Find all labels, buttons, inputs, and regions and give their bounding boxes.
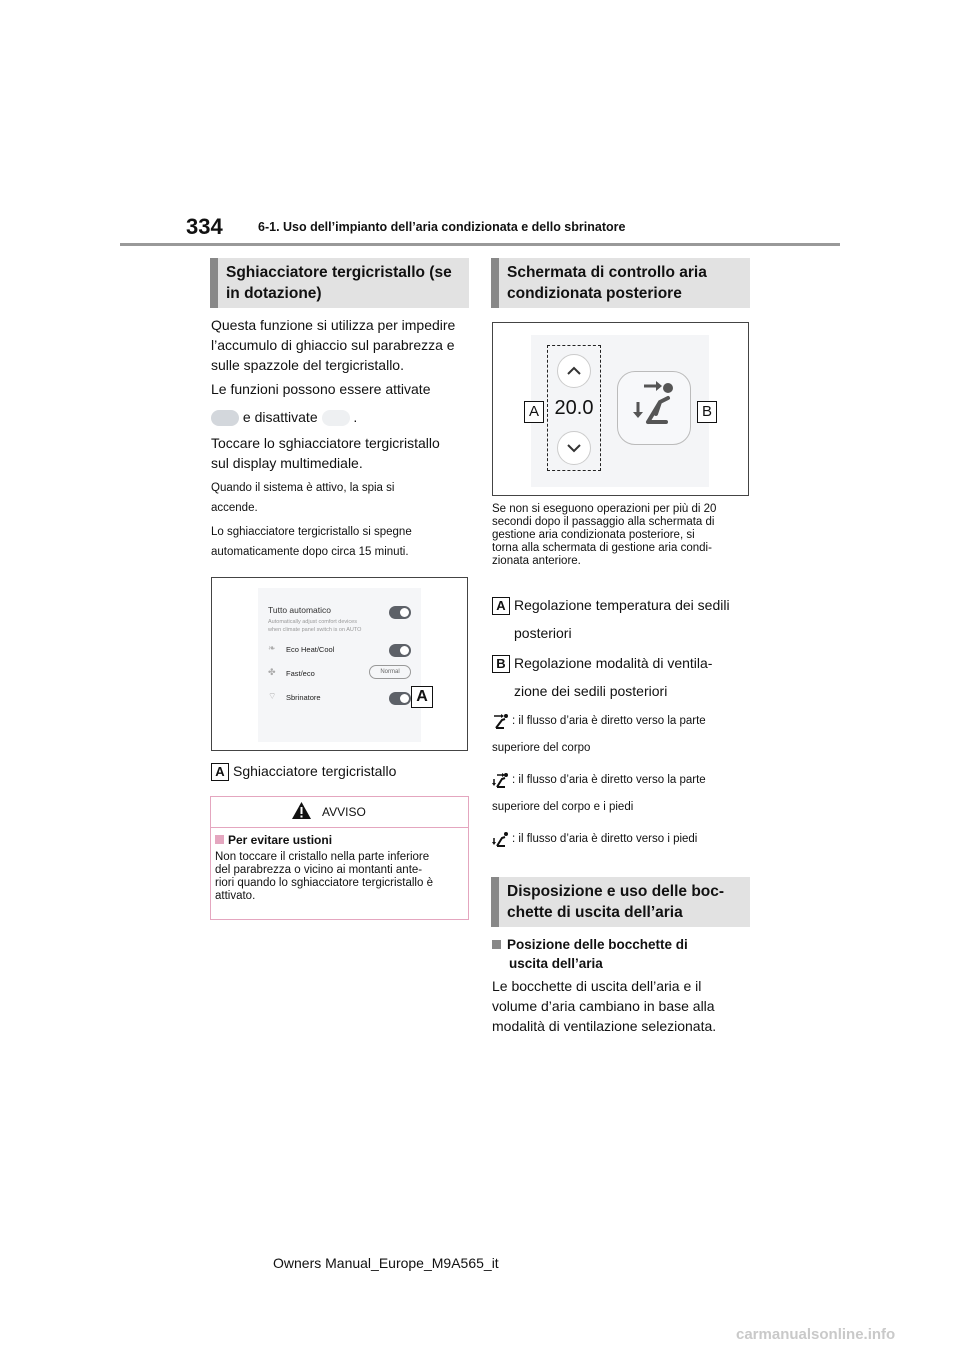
text-line: Posizione delle bocchette di [507, 937, 688, 952]
text-line: when climate panel switch is on AUTO [268, 627, 362, 633]
text-fragment: . [353, 409, 358, 425]
airflow-upper-body-icon [492, 712, 510, 730]
chevron-down-icon [558, 432, 590, 464]
text-line: Questa funzione si utilizza per impedire [211, 317, 456, 333]
vents-subheading [492, 935, 754, 973]
text-line: Quando il sistema è attivo, la spia si [211, 482, 395, 494]
airflow-feet-icon [492, 830, 510, 848]
rear-screen-note [492, 503, 754, 568]
temperature-down-button[interactable] [557, 431, 591, 465]
seat-airflow-icon [618, 372, 690, 444]
text-line: zionata anteriore. [492, 555, 581, 567]
text-line: posteriori [514, 625, 572, 641]
text-line: automaticamente dopo circa 15 minuti. [211, 546, 409, 558]
toggle-line [211, 407, 473, 427]
text-line: : il flusso d’aria è diretto verso la parte [512, 774, 706, 786]
intro-paragraph [211, 315, 473, 375]
auto-toggle-switch[interactable] [389, 606, 411, 619]
text-line: volume d’aria cambiano in base alla [492, 998, 715, 1014]
temperature-up-button[interactable] [557, 354, 591, 388]
text-line: zione dei sedili posteriori [514, 683, 668, 699]
text-line: Regolazione modalità di ventila- [514, 655, 713, 671]
text-line: attivato. [215, 890, 256, 902]
warning-triangle-icon [291, 801, 312, 820]
bullet-square-icon [492, 940, 501, 949]
watermark: carmanualsonline.info [736, 1326, 896, 1343]
page-number: 334 [186, 214, 223, 239]
heading-line: condizionata posteriore [507, 285, 682, 302]
fast-eco-label: Fast/eco [286, 669, 315, 678]
warning-subheading-text: Per evitare ustioni [228, 833, 333, 847]
mode-upper-body [492, 708, 754, 762]
text-line: Toccare lo sghiacciatore tergicristallo [211, 435, 440, 451]
text-line: del parabrezza o vicino ai montanti ante- [215, 864, 423, 876]
fan-icon: ✤ [268, 667, 276, 677]
text-line: riori quando lo sghiacciatore tergicristallo è [215, 877, 433, 889]
caption-text: Sghiacciatore tergicristallo [233, 763, 397, 779]
mode-feet [492, 826, 754, 853]
text-line: superiore del corpo [492, 742, 591, 754]
text-line: Lo sghiacciatore tergicristallo si spegne [211, 526, 412, 538]
chapter-title: 6-1. Uso dell’impianto dell’aria condizionata e dello sbrinatore [258, 220, 626, 234]
settings-panel [258, 588, 421, 742]
text-line: Le bocchette di uscita dell’aria e il [492, 978, 702, 994]
auto-subtitle [268, 618, 361, 634]
warning-title: AVVISO [322, 805, 366, 819]
document-name: Owners Manual_Europe_M9A565_it [273, 1255, 499, 1271]
warning-box [210, 796, 469, 920]
item-b-description [492, 649, 754, 705]
section-heading-rear-ac [491, 258, 750, 308]
text-line: accende. [211, 502, 258, 514]
temperature-value: 20.0 [554, 397, 594, 419]
defroster-toggle-switch[interactable] [389, 692, 411, 705]
eco-toggle-switch[interactable] [389, 644, 411, 657]
heading-line: Disposizione e uso delle boc- [507, 883, 725, 900]
callout-marker-a: A [524, 401, 544, 423]
text-line: secondi dopo il passaggio alla schermata di [492, 516, 715, 528]
heading-line: Schermata di controllo aria [507, 264, 707, 281]
toggle-on-icon [211, 410, 239, 426]
text-line: Regolazione temperatura dei sedili [514, 597, 730, 613]
airflow-body-feet-icon [492, 771, 510, 789]
text-line: sul display multimediale. [211, 455, 363, 471]
text-line: Non toccare il cristallo nella parte inferiore [215, 851, 430, 863]
note-indicator [211, 478, 473, 518]
multimedia-screen-figure [211, 577, 468, 751]
text-line: Le funzioni possono essere attivate [211, 381, 431, 397]
callout-marker-a: A [411, 686, 433, 708]
defroster-icon: ⌔ [268, 691, 277, 701]
caption-marker: A [211, 763, 229, 781]
header-divider [120, 243, 840, 246]
defroster-label: Sbrinatore [286, 693, 321, 702]
rear-ac-screen-figure [492, 322, 749, 496]
item-a-marker: A [492, 597, 510, 615]
bullet-square-icon [215, 835, 224, 844]
text-line: modalità di ventilazione selezionata. [492, 1018, 717, 1034]
text-line: l’accumulo di ghiaccio sul parabrezza e [211, 337, 455, 353]
toggle-paragraph [211, 379, 473, 427]
leaf-icon: ❧ [268, 643, 276, 653]
eco-heat-cool-label: Eco Heat/Cool [286, 645, 335, 654]
text-line: uscita dell’aria [509, 956, 603, 971]
text-line: gestione aria condizionata posteriore, si [492, 529, 695, 541]
text-line: Automatically adjust comfort devices [268, 619, 357, 625]
item-b-marker: B [492, 655, 510, 673]
warning-header [211, 797, 468, 828]
note-auto-off [211, 522, 473, 562]
touch-paragraph [211, 433, 473, 473]
warning-text [211, 848, 468, 903]
text-line: : il flusso d’aria è diretto verso i piedi [512, 833, 698, 845]
text-fragment: e disattivate [242, 409, 318, 425]
heading-line: chette di uscita dell’aria [507, 904, 683, 921]
chevron-up-icon [558, 355, 590, 387]
heading-line: Sghiacciatore tergicristallo (se [226, 264, 452, 281]
auto-title: Tutto automatico [268, 605, 331, 615]
vents-paragraph [492, 976, 754, 1036]
item-a-description [492, 591, 754, 647]
text-line: : il flusso d’aria è diretto verso la parte [512, 715, 706, 727]
text-line: superiore del corpo e i piedi [492, 801, 634, 813]
mode-body-and-feet [492, 767, 754, 821]
section-heading-vents [491, 877, 750, 927]
figure-caption [211, 761, 473, 781]
callout-marker-b: B [697, 401, 717, 423]
section-heading-wiper-deicer [210, 258, 469, 308]
text-line: sulle spazzole del tergicristallo. [211, 357, 404, 373]
ventilation-mode-button[interactable] [617, 371, 691, 445]
fast-eco-select[interactable]: Normal [369, 665, 411, 679]
toggle-off-icon [322, 410, 350, 426]
heading-line: in dotazione) [226, 285, 322, 302]
warning-subheading [211, 828, 468, 848]
text-line: Se non si eseguono operazioni per più di 20 [492, 503, 717, 515]
text-line: torna alla schermata di gestione aria condi- [492, 542, 712, 554]
